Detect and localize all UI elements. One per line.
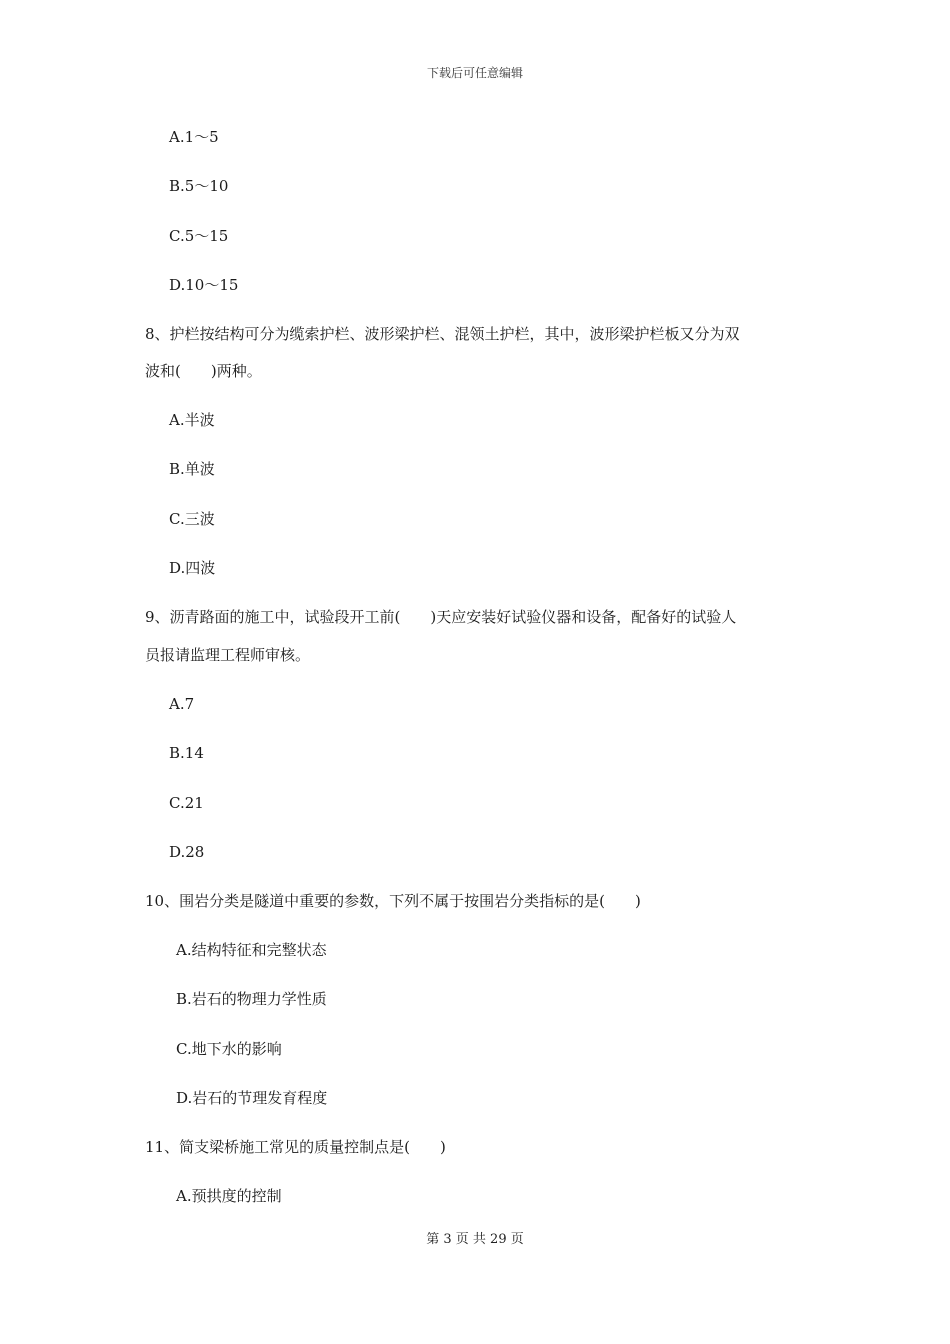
q8-question-line1: 8、护栏按结构可分为缆索护栏、波形梁护栏、混领土护栏，其中，波形梁护栏板又分为双 [145,325,740,343]
page-footer: 第 3 页 共 29 页 [426,1232,524,1247]
q7-option-a: A.1～5 [169,128,219,146]
q8-option-a: A.半波 [169,411,215,429]
q8-option-b: B.单波 [169,460,215,478]
q10-option-c: C.地下水的影响 [176,1040,282,1058]
q9-option-b: B.14 [169,744,204,762]
q9-option-d: D.28 [169,843,205,861]
q7-option-c: C.5～15 [169,227,229,245]
q7-option-d: D.10～15 [169,276,239,294]
q9-option-c: C.21 [169,794,204,812]
q10-question-line1: 10、围岩分类是隧道中重要的参数，下列不属于按围岩分类指标的是( ) [145,892,641,910]
q8-option-c: C.三波 [169,510,215,528]
q7-option-b: B.5～10 [169,177,229,195]
q11-question-line1: 11、简支梁桥施工常见的质量控制点是( ) [145,1138,446,1156]
q10-option-a: A.结构特征和完整状态 [176,941,327,959]
q9-question-line2: 员报请监理工程师审核。 [145,646,311,664]
q10-option-b: B.岩石的物理力学性质 [176,990,327,1008]
q11-option-a: A.预拱度的控制 [176,1187,282,1205]
q8-option-d: D.四波 [169,559,216,577]
page-header: 下载后可任意编辑 [426,66,523,80]
q10-option-d: D.岩石的节理发育程度 [176,1089,328,1107]
q9-question-line1: 9、沥青路面的施工中，试验段开工前( )天应安装好试验仪器和设备，配备好的试验人 [145,608,737,626]
q9-option-a: A.7 [169,695,195,713]
q8-question-line2: 波和( )两种。 [145,362,262,380]
